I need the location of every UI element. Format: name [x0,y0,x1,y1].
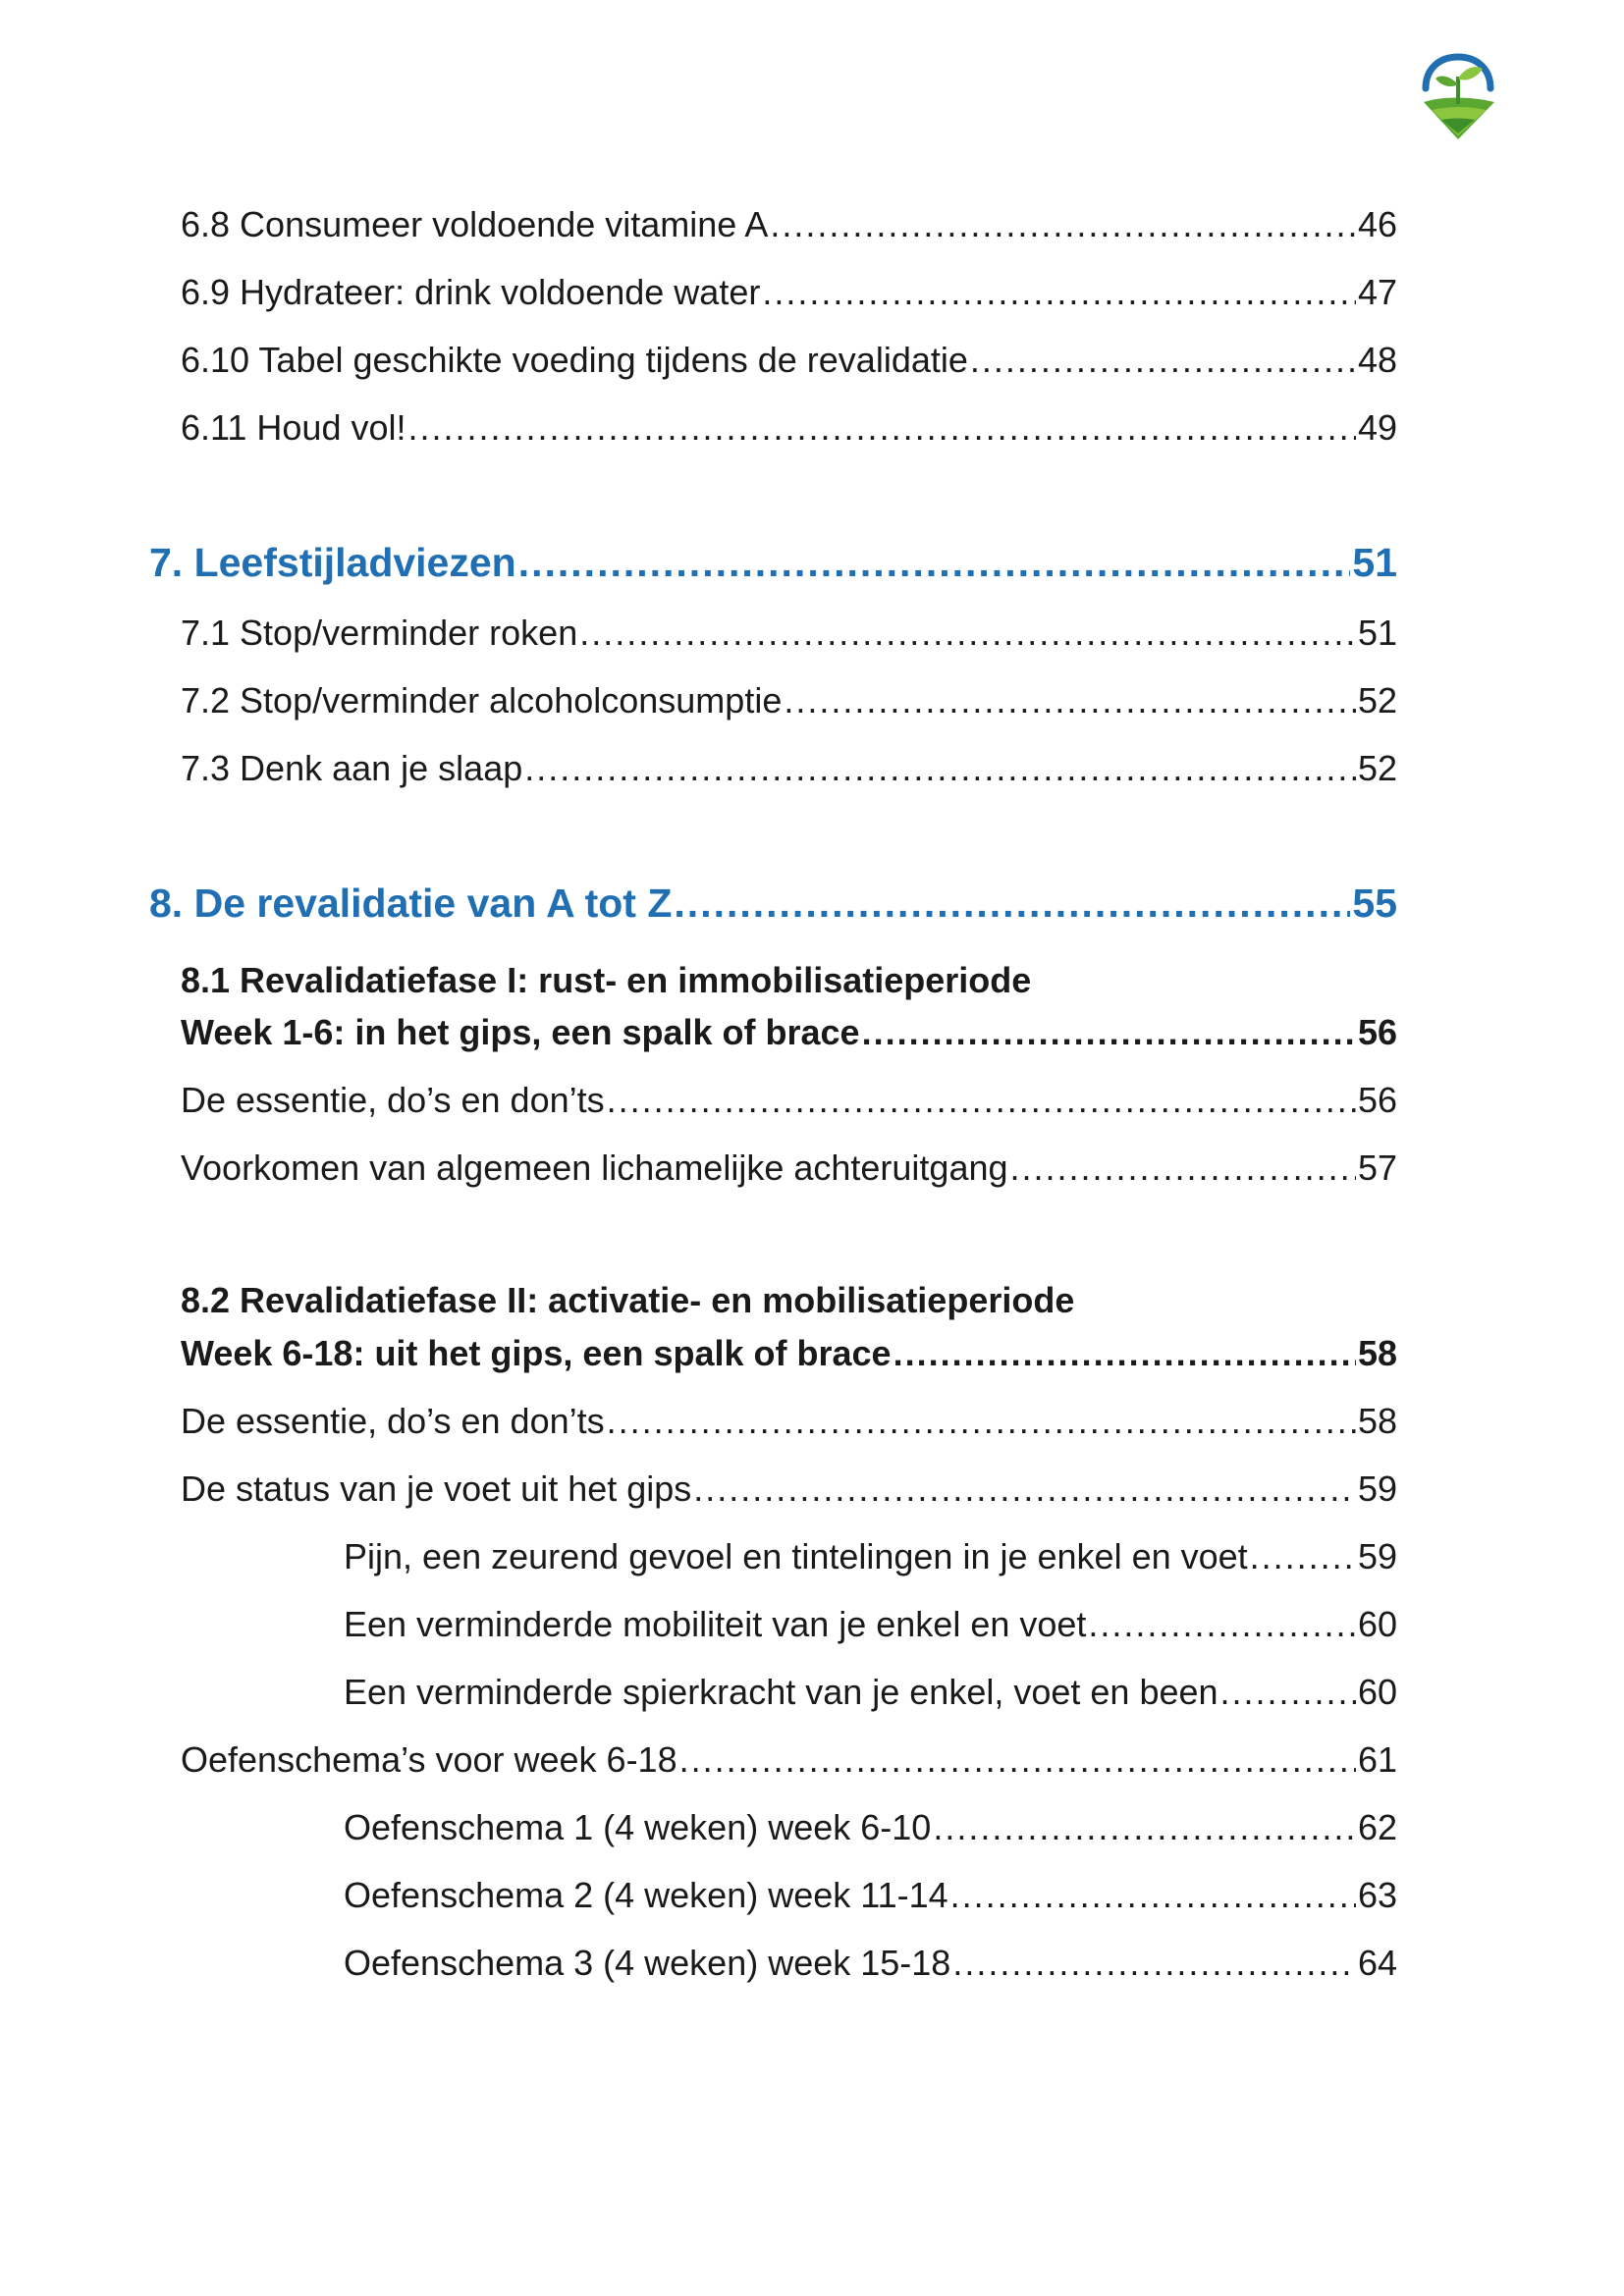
toc-entry-page: 59 [1357,1468,1397,1509]
dot-leader [950,1874,1356,1917]
toc-entry-page: 58 [1357,1401,1397,1441]
chapter-title: 7. Leefstijladviezen [149,540,516,585]
dot-leader [893,1332,1356,1375]
toc-entry-page: 51 [1357,613,1397,653]
toc-entry-title: 6.10 Tabel geschikte voeding tijdens de revalidatie [181,340,968,380]
toc-entry-page: 63 [1357,1875,1397,1915]
toc-entry-title: De status van je voet uit het gips [181,1468,692,1509]
toc-entry[interactable] [181,1400,1397,1443]
section-heading-line: 8.2 Revalidatiefase II: activatie- en mobilisatieperiode [181,1280,1075,1320]
dot-leader [1010,1147,1356,1190]
toc-entry-page: 56 [1357,1080,1397,1120]
dot-leader [524,747,1356,790]
toc-entry-page: 52 [1357,748,1397,788]
toc-entry-page: 59 [1357,1536,1397,1576]
toc-entry-page: 61 [1357,1739,1397,1780]
chapter-title: 8. De revalidatie van A tot Z [149,881,673,926]
toc-entry[interactable] [181,271,1397,314]
dot-leader [579,612,1356,655]
toc-entry-page: 60 [1357,1604,1397,1644]
chapter-page: 55 [1352,881,1397,926]
dot-leader [607,1079,1356,1122]
toc-entry-page: 60 [1357,1672,1397,1712]
toc-entry-title: Voorkomen van algemeen lichamelijke achteruitgang [181,1148,1008,1188]
dot-leader [933,1806,1356,1849]
dot-leader [762,271,1356,314]
toc-entry[interactable] [181,612,1397,655]
dot-leader [407,406,1355,450]
toc-entry[interactable] [181,406,1397,450]
toc-entry-title: Een verminderde mobiliteit van je enkel en voet [344,1604,1087,1644]
toc-subentry[interactable] [344,1874,1397,1917]
dot-leader [1088,1603,1356,1646]
toc-entry-title: De essentie, do’s en don’ts [181,1080,605,1120]
dot-leader [952,1942,1356,1985]
dot-leader [518,538,1351,587]
toc-entry[interactable] [181,203,1397,246]
toc-section-entry[interactable] [181,1011,1397,1054]
toc-section-entry[interactable] [181,1332,1397,1375]
sprout-globe-icon [1412,45,1504,143]
section-heading-line: 8.1 Revalidatiefase I: rust- en immobilisatieperiode [181,960,1032,1000]
toc-chapter-heading[interactable] [149,538,1397,587]
toc-entry-title: Oefenschema 2 (4 weken) week 11-14 [344,1875,948,1915]
toc-chapter-heading[interactable] [149,879,1397,928]
toc-subentry[interactable] [344,1603,1397,1646]
toc-entry-title: 7.3 Denk aan je slaap [181,748,523,788]
toc-entry-page: 48 [1357,340,1397,380]
dot-leader [1220,1671,1356,1714]
toc-entry-title: 6.8 Consumeer voldoende vitamine A [181,204,769,244]
toc-entry[interactable] [181,747,1397,790]
dot-leader [784,679,1356,722]
toc-entry-title: De essentie, do’s en don’ts [181,1401,605,1441]
toc-subentry[interactable] [344,1942,1397,1985]
toc-subentry[interactable] [344,1535,1397,1578]
toc-entry[interactable] [181,339,1397,382]
toc-subentry[interactable] [344,1671,1397,1714]
toc-entry-page: 46 [1357,204,1397,244]
toc-entry-page: 64 [1357,1943,1397,1983]
toc-entry-page: 56 [1357,1012,1397,1052]
toc-entry-title: Pijn, een zeurend gevoel en tintelingen in je enkel en voet [344,1536,1248,1576]
toc-entry-page: 52 [1357,680,1397,721]
toc-entry[interactable] [181,1079,1397,1122]
dot-leader [1250,1535,1356,1578]
toc-entry-page: 58 [1357,1333,1397,1373]
dot-leader [770,203,1356,246]
dot-leader [607,1400,1356,1443]
toc-entry-title: Oefenschema 3 (4 weken) week 15-18 [344,1943,951,1983]
toc-entry-title: Oefenschema’s voor week 6-18 [181,1739,677,1780]
toc-entry[interactable] [181,1468,1397,1511]
toc-entry-title: 7.2 Stop/verminder alcoholconsumptie [181,680,783,721]
toc-entry-title: Week 6-18: uit het gips, een spalk of brace [181,1333,892,1373]
toc-entry-title: 6.11 Houd vol! [181,407,406,448]
chapter-page: 51 [1352,540,1397,585]
toc-entry-title: 6.9 Hydrateer: drink voldoende water [181,272,761,312]
dot-leader [674,879,1350,928]
toc-subentry[interactable] [344,1806,1397,1849]
toc-entry-title: Oefenschema 1 (4 weken) week 6-10 [344,1807,932,1847]
toc-entry-title: Een verminderde spierkracht van je enkel, voet en been [344,1672,1218,1712]
dot-leader [970,339,1356,382]
toc-entry[interactable] [181,679,1397,722]
toc-entry-page: 47 [1357,272,1397,312]
toc-entry-page: 57 [1357,1148,1397,1188]
dot-leader [693,1468,1356,1511]
toc-entry-page: 49 [1357,407,1397,448]
toc-entry-title: Week 1-6: in het gips, een spalk of brace [181,1012,860,1052]
toc-entry[interactable] [181,1147,1397,1190]
dot-leader [679,1738,1356,1782]
toc-entry-page: 62 [1357,1807,1397,1847]
toc-entry-title: 7.1 Stop/verminder roken [181,613,578,653]
toc-entry[interactable] [181,1738,1397,1782]
dot-leader [862,1011,1356,1054]
